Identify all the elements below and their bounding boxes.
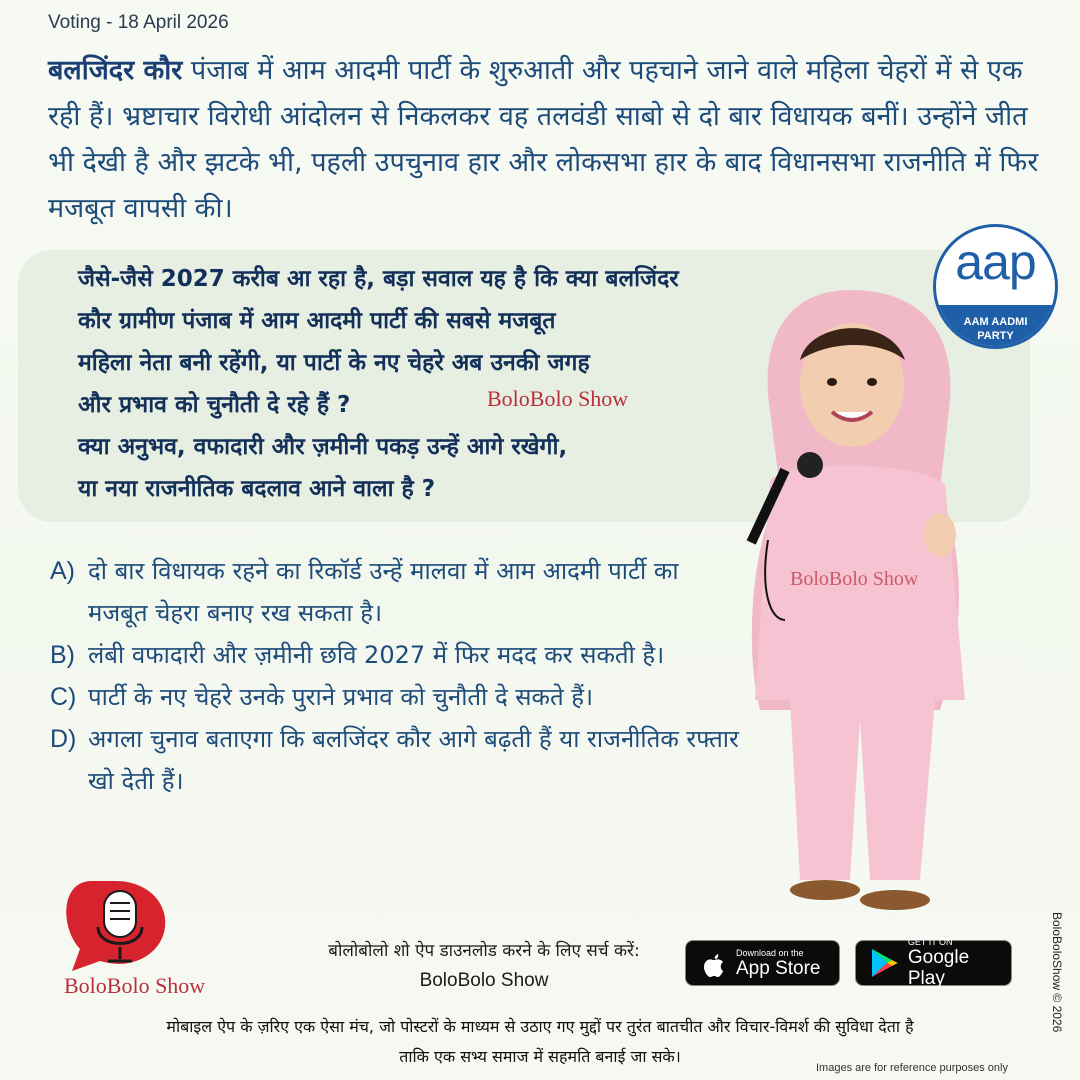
intro-name: बलजिंदर कौर <box>48 55 183 86</box>
option-letter: C) <box>50 683 77 711</box>
date-label: Voting - 18 April 2026 <box>48 12 229 33</box>
question-line: और प्रभाव को चुनौती दे रहे हैं ? <box>78 392 351 418</box>
footer-line: ताकि एक सभ्य समाज में सहमति बनाई जा सके। <box>399 1047 681 1066</box>
answer-options <box>50 550 740 802</box>
question-line: महिला नेता बनी रहेंगी, या पार्टी के नए चेहरे अब उनकी जगह <box>78 350 590 376</box>
copyright-text: BoloBoloShow © 2026 <box>1050 912 1064 1033</box>
intro-paragraph <box>48 48 1058 232</box>
option-a[interactable] <box>50 550 740 634</box>
footer-line: मोबाइल ऐप के ज़रिए एक ऐसा मंच, जो पोस्टरों के माध्यम से उठाए गए मुद्दों पर तुरंत बातचीत और विचार-विमर्श की सुविधा देता है <box>166 1017 914 1036</box>
app-store-label: App Store <box>736 957 821 979</box>
google-play-small-text: GET IT ON <box>907 937 953 947</box>
option-letter: B) <box>50 641 75 669</box>
apple-icon <box>696 946 730 980</box>
question-line: कौर ग्रामीण पंजाब में आम आदमी पार्टी की सबसे मजबूत <box>78 308 556 334</box>
option-text: दो बार विधायक रहने का रिकॉर्ड उन्हें मालवा में आम आदमी पार्टी का मजबूत चेहरा बनाए रख सकता है। <box>88 557 679 627</box>
option-b[interactable] <box>50 634 740 676</box>
intro-text: पंजाब में आम आदमी पार्टी के शुरुआती और पहचाने जाने वाले महिला चेहरों में से एक रही हैं। भ्रष्टाचार विरोधी आंदोलन से निकलकर वह तलवंडी साबो से दो बार विधायक बनीं। उन्होंने जीत भी देखी है और झटके भी, पहली उपचुनाव हार और लोकसभा हार के बाद विधानसभा राजनीति में फिर मजबूत वापसी की। <box>48 55 1039 224</box>
leader-illustration <box>740 290 980 920</box>
watermark: BoloBolo Show <box>790 568 919 590</box>
question-line: क्या अनुभव, वफादारी और ज़मीनी पकड़ उन्हें आगे रखेगी, <box>78 434 568 460</box>
brand-logo-label: BoloBolo Show <box>64 973 206 998</box>
aap-logo-name-line: PARTY <box>977 330 1014 342</box>
option-text: अगला चुनाव बताएगा कि बलजिंदर कौर आगे बढ़ती हैं या राजनीतिक रफ्तार खो देती हैं। <box>88 725 739 795</box>
google-play-icon <box>868 946 900 980</box>
option-c[interactable] <box>50 676 740 718</box>
watermark: BoloBolo Show <box>487 386 629 411</box>
option-d[interactable] <box>50 718 740 802</box>
app-name: BoloBolo Show <box>419 970 549 991</box>
disclaimer: Images are for reference purposes only <box>816 1062 1008 1074</box>
download-instruction-block <box>298 937 670 995</box>
aap-logo-name-line: AAM AADMI <box>963 316 1028 328</box>
app-store-button[interactable] <box>685 940 840 986</box>
question-line: जैसे-जैसे 2027 करीब आ रहा है, बड़ा सवाल यह है कि क्या बलजिंदर <box>78 266 679 292</box>
google-play-button[interactable] <box>855 937 1012 989</box>
option-text: लंबी वफादारी और ज़मीनी छवि 2027 में फिर मदद कर सकती है। <box>88 641 665 669</box>
download-instruction: बोलोबोलो शो ऐप डाउनलोड करने के लिए सर्च करें: <box>328 941 640 961</box>
copyright-notice <box>1046 912 1066 1072</box>
aap-logo-mark: aap <box>955 234 1036 290</box>
option-letter: D) <box>50 725 77 753</box>
option-text: पार्टी के नए चेहरे उनके पुराने प्रभाव को चुनौती दे सकते हैं। <box>88 683 594 711</box>
google-play-label: Google Play <box>907 947 970 989</box>
option-letter: A) <box>50 557 75 585</box>
question-line: या नया राजनीतिक बदलाव आने वाला है ? <box>78 476 436 502</box>
app-store-small-text: Download on the <box>736 947 804 958</box>
